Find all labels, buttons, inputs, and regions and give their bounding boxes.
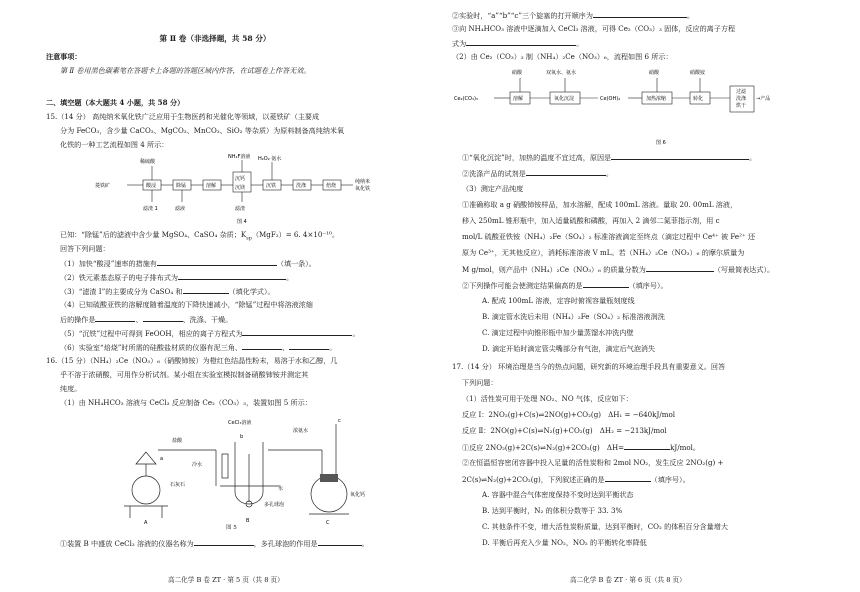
option-b: B. 滴定管水洗后未用（NH₄）₂Fe（SO₄）₂ 标准溶液润洗 [482,312,665,321]
fig4-feprec: 沉铁 [266,183,277,189]
fig6-b2: 氧化沉淀 [554,96,575,102]
q16-line3: 纯度。 [60,384,82,393]
fig6-mid: Ce(OH)₄ [600,96,621,102]
fig5-ammonia: 浓氨水 [293,428,309,434]
fig6-caption: 图 6 [656,140,666,146]
option-c: C. 滴定过程中向锥形瓶中加少量蒸馏水冲洗内壁 [482,328,634,337]
q15-sub5: （5）“沉铁”过程中可得到 FeOOH，相应的离子方程式为 。 [60,329,360,338]
option-d: D. 滴定开始时滴定管尖嘴部分有气泡，滴定后气泡消失 [482,344,656,353]
figure-6-flowchart [452,60,802,148]
q16-q3a: ③向 NH₄HCO₃ 溶液中逐滴加入 CeCl₃ 溶液，可得 Ce₂（CO₃）₃ 固体，反应的离子方程 [452,24,736,33]
q17-line2: 下列问题： [462,378,498,387]
fig6-b5b: 洗涤 [736,96,747,102]
fig4-h2o2: H₂O₂ 氨水 [258,156,282,162]
fig4-roast: 焙烧 [326,183,337,189]
option-a: A. 配成 100mL 溶液，定容时俯视容量瓶刻度线 [482,296,635,305]
measure-line5: M g/mol，则产品中（NH₄）₂Ce（NO₃）₆ 的质量分数为 （写最简表达式）。 [462,265,775,274]
ox-q1: ①“氧化沉淀”时，加热的温度不宜过高，原因是 。 [462,153,757,162]
fig5-b: B [246,518,250,524]
reaction-1: 反应 Ⅰ：2NO₂(g)+C(s)⇌2NO(g)+CO₂(g) ΔH₁ = −640kJ/mol [462,410,675,419]
q15-sub3: （3）“滤渣 Ⅰ”的主要成分为 CaSO₄ 和 （填化学式）。 [60,287,275,296]
reaction-5: 2C(s)⇌N₂(g)+2CO₂(g)，下列叙述正确的是 （填序号）。 [462,475,690,484]
fig4-prec2: 沉镁 [235,185,246,191]
fig4-product2: 氧化铁 [355,186,371,192]
fig6-start: Ce₂(CO₃)₃ [454,96,478,102]
sub3-title: （3）测定产品纯度 [462,184,524,193]
measure-line4: 原为 Ce³⁺，无其他反应），消耗标准溶液 V mL。若（NH₄）₂Ce（NO₃）₆ 的摩尔质量为 [462,248,745,257]
q16-q2: ②实验时，“a”“b”“c”三个旋塞的打开顺序为 。 [452,11,695,20]
fig6-r2: 双氧水、氨水 [546,70,577,76]
option-2d: D. 平衡后再充入少量 NO₂，NO₂ 的平衡转化率降低 [482,538,647,547]
fig4-res2: 滤液 [175,206,186,212]
footer-left: 高二化学 B 卷 ZT · 第 5 页（共 8 页） [168,576,284,584]
fig6-b1: 溶解 [513,96,524,102]
q16-sub2: （2）由 Ce₂（CO₃）₃ 制（NH₄）₂Ce（NO₃）₆，流程如图 6 所示： [452,52,673,61]
q17-sub1: （1）活性炭可用于处理 NO₂、NO 气体，反应如下： [462,394,633,403]
fig4-dissolve: 溶解 [206,183,217,189]
q15-sub1: （1）加快“酸浸”速率的措施有 （填一条）。 [60,259,316,268]
fig5-valve-a: a [160,456,164,462]
q15-answer: 回答下列问题： [60,244,110,253]
fig4-caption: 图 4 [237,219,247,225]
fig6-b5a: 过滤 [736,89,747,95]
q15-line1: 15.（14 分） 高纯纳米氧化铁广泛应用于生物医药和光催化等领域，以菱铁矿（主要成 [46,112,320,121]
fig5-cecl3: CeCl₃溶液 [228,420,252,426]
q16-q3b: 式为 。 [452,39,584,48]
fig4-wash: 洗涤 [296,183,307,189]
ox-q2: ②洗涤产品的试剂是 。 [462,169,613,178]
fig5-ca: 石灰石 [170,482,186,488]
measure-line1: ①准确称取 a g 硝酸铈铵样品，加水溶解，配成 100mL 溶液。量取 20. 00mL 溶液， [462,200,738,209]
reaction-3: ①反应 2NO₂(g)+2C(s)⇌N₂(g)+2CO₂(g) ΔH= kJ/mol。 [462,443,700,452]
right-page [430,0,860,592]
q17-line1: 17.（14 分） 环境治理是当今的热点问题，研究新的环境治理手段具有重要意义。回答 [452,362,726,371]
fig4-nh4f: NH₄F溶液 [228,154,251,160]
fig5-water: 冷水 [192,462,203,468]
option-2a: A. 容器中混合气体密度保持不变时达到平衡状态 [482,490,634,499]
q15-sub4b: 后的操作是 、 、洗涤、干燥。 [60,315,233,324]
fig6-b4: 转化 [693,96,704,102]
fig6-end: →产品 [756,96,771,102]
option-2c: C. 其他条件不变，增大活性炭粉质量，达到平衡时，CO₂ 的体积百分含量增大 [482,522,728,531]
fig4-filter: 除锰 [176,183,187,189]
fig6-r3: 硝酸 [649,70,660,76]
reaction-2: 反应 Ⅱ：2NO(g)+C(s)⇌N₂(g)+CO₂(g) ΔH₂ = −213kJ/mol [462,426,667,435]
fig6-r4: 硝酸铵 [690,70,706,76]
q15-line3: 化铁的一种工艺流程如图 4 所示： [60,140,169,149]
q16-q1: ①装置 B 中盛放 CeCl₃ 溶液的仪器名称为 ，多孔球泡的作用是 。 [60,539,369,548]
q16-sub1: （1）由 NH₄HCO₃ 溶液与 CeCl₃ 反应制备 Ce₂（CO₃）₃，装置如图 5 所示： [60,398,312,407]
measure-line6: ②下列操作可能会使测定结果偏高的是 （填序号）。 [462,281,668,290]
fig6-b5c: 烘干 [736,103,747,109]
q15-known: 已知：“除锰”后的滤液中含少量 MgSO₄、CaSO₄ 杂质；$K_{sp}(MgF_2)= 6$. 4×10⁻¹⁰。 [60,230,339,242]
part2-title: 二、填空题（本大题共 4 小题，共 58 分） [46,98,185,107]
fig5-valve-c: c [338,418,341,424]
q16-line2: 乎不溶于浓硝酸，可用作分析试剂。某小组在实验室模拟制备硝酸铈铵并测定其 [60,370,309,379]
measure-line3: mol/L 硫酸亚铁铵（NH₄）₂Fe（SO₄）₂ 标准溶液滴定至终点（滴定过程中 Ce⁴⁺ 被 Fe²⁺ 还 [462,232,756,241]
fig4-acid: 稀硫酸 [140,159,156,165]
fig4-res1: 滤渣 1 [143,206,158,212]
figure-5-apparatus [110,414,370,526]
q15-sub2: （2）铁元素基态原子的电子排布式为 。 [60,273,294,282]
fig5-cao: 氧化钙 [350,492,366,498]
notes-text: 第 Ⅱ 卷用黑色碳素笔在答题卡上各题的答题区域内作答，在试题卷上作答无效。 [60,66,311,75]
fig5-a: A [144,520,148,526]
reaction-4: ②在恒温恒容密闭容器中投入足量的活性炭粉和 2mol NO₂，发生反应 2NO₂(g) + [462,458,724,467]
fig4-product1: 纯纳米 [355,179,371,185]
fig6-r1: 硝酸 [512,70,523,76]
fig5-caption: 图 5 [226,525,237,531]
fig4-raw: 菱铁矿 [95,183,111,189]
fig4-leach: 酸浸 [146,183,157,189]
q15-sub4a: （4）已知硫酸亚铁的溶解度随着温度的下降快速减小，“除锰”过程中将溶液浓缩 [60,300,313,309]
option-2b: B. 达到平衡时，N₂ 的体积分数等于 33. 3% [482,506,623,515]
fig6-b3: 加热浓缩 [646,96,667,102]
q15-line2: 分为 FeCO₃，含少量 CaCO₃、MgCO₃、MnCO₃、SiO₂ 等杂质）为原料制备高纯纳米氧 [60,126,345,135]
notes-title: 注意事项： [46,52,82,61]
fig4-res3: 滤渣 [235,206,246,212]
fig5-c: C [326,520,330,526]
fig4-prec1: 沉钙 [235,176,246,182]
q15-sub6: （6）实验室“焙烧”时所需的硅酸盐材质的仪器有泥三角、 、 。 [60,343,337,352]
fig5-valve-b: b [240,434,244,440]
section-title: 第 Ⅱ 卷（非选择题，共 58 分） [159,34,271,43]
fig5-hcl: 盐酸 [172,438,183,444]
measure-line2: 移入 250mL 锥形瓶中，加入适量硫酸和磷酸，再加入 2 滴邻二氮菲指示剂，用 c [462,216,720,225]
figure-4-flowchart [95,150,395,228]
fig5-water2: 水 [278,486,284,492]
footer-right: 高二化学 B 卷 ZT · 第 6 页（共 8 页） [570,576,686,584]
fig5-porous: 多孔球泡 [264,502,285,508]
q16-line1: 16.（15 分）（NH₄）₂Ce（NO₃）₆（硝酸铈铵）为橙红色结晶性粉末，易溶于水和乙醇，几 [46,356,338,365]
